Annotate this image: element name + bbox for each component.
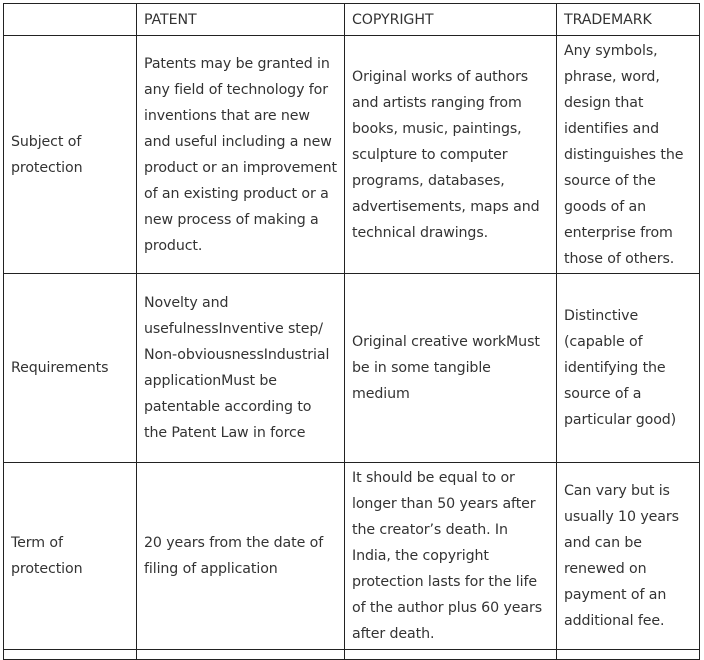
empty-cell [4, 650, 137, 660]
copyright-cell: Original creative workMust be in some tangible medium [345, 274, 557, 463]
empty-cell [557, 650, 700, 660]
trademark-cell: Distinctive (capable of identifying the source of a particular good) [557, 274, 700, 463]
patent-cell: Novelty and usefulnessInventive step/ Non-obviousnessIndustrial applicationMust be patentable according to the Patent Law in force [137, 274, 345, 463]
header-empty-cell [4, 4, 137, 36]
table-row-subject-of-protection [4, 36, 700, 274]
empty-cell [345, 650, 557, 660]
header-patent: PATENT [137, 4, 345, 36]
copyright-cell: Original works of authors and artists ranging from books, music, paintings, sculpture to computer programs, databases, advertisements, maps and technical drawings. [345, 36, 557, 274]
table-row-requirements [4, 274, 700, 463]
empty-cell [137, 650, 345, 660]
header-trademark: TRADEMARK [557, 4, 700, 36]
patent-cell: Patents may be granted in any field of technology for inventions that are new and useful including a new product or an improvement of an existing product or a new process of making a product. [137, 36, 345, 274]
header-copyright: COPYRIGHT [345, 4, 557, 36]
header-row [4, 4, 700, 36]
table-row-term-of-protection [4, 463, 700, 650]
ip-comparison-table [3, 3, 700, 660]
row-label: Term of protection [4, 463, 137, 650]
patent-cell: 20 years from the date of filing of application [137, 463, 345, 650]
copyright-cell: It should be equal to or longer than 50 years after the creator’s death. In India, the copyright protection lasts for the life of the author plus 60 years after death. [345, 463, 557, 650]
row-label: Subject of protection [4, 36, 137, 274]
row-label: Requirements [4, 274, 137, 463]
trademark-cell: Can vary but is usually 10 years and can be renewed on payment of an additional fee. [557, 463, 700, 650]
trademark-cell: Any symbols, phrase, word, design that identifies and distinguishes the source of the goods of an enterprise from those of others. [557, 36, 700, 274]
table-row-cut-off [4, 650, 700, 660]
